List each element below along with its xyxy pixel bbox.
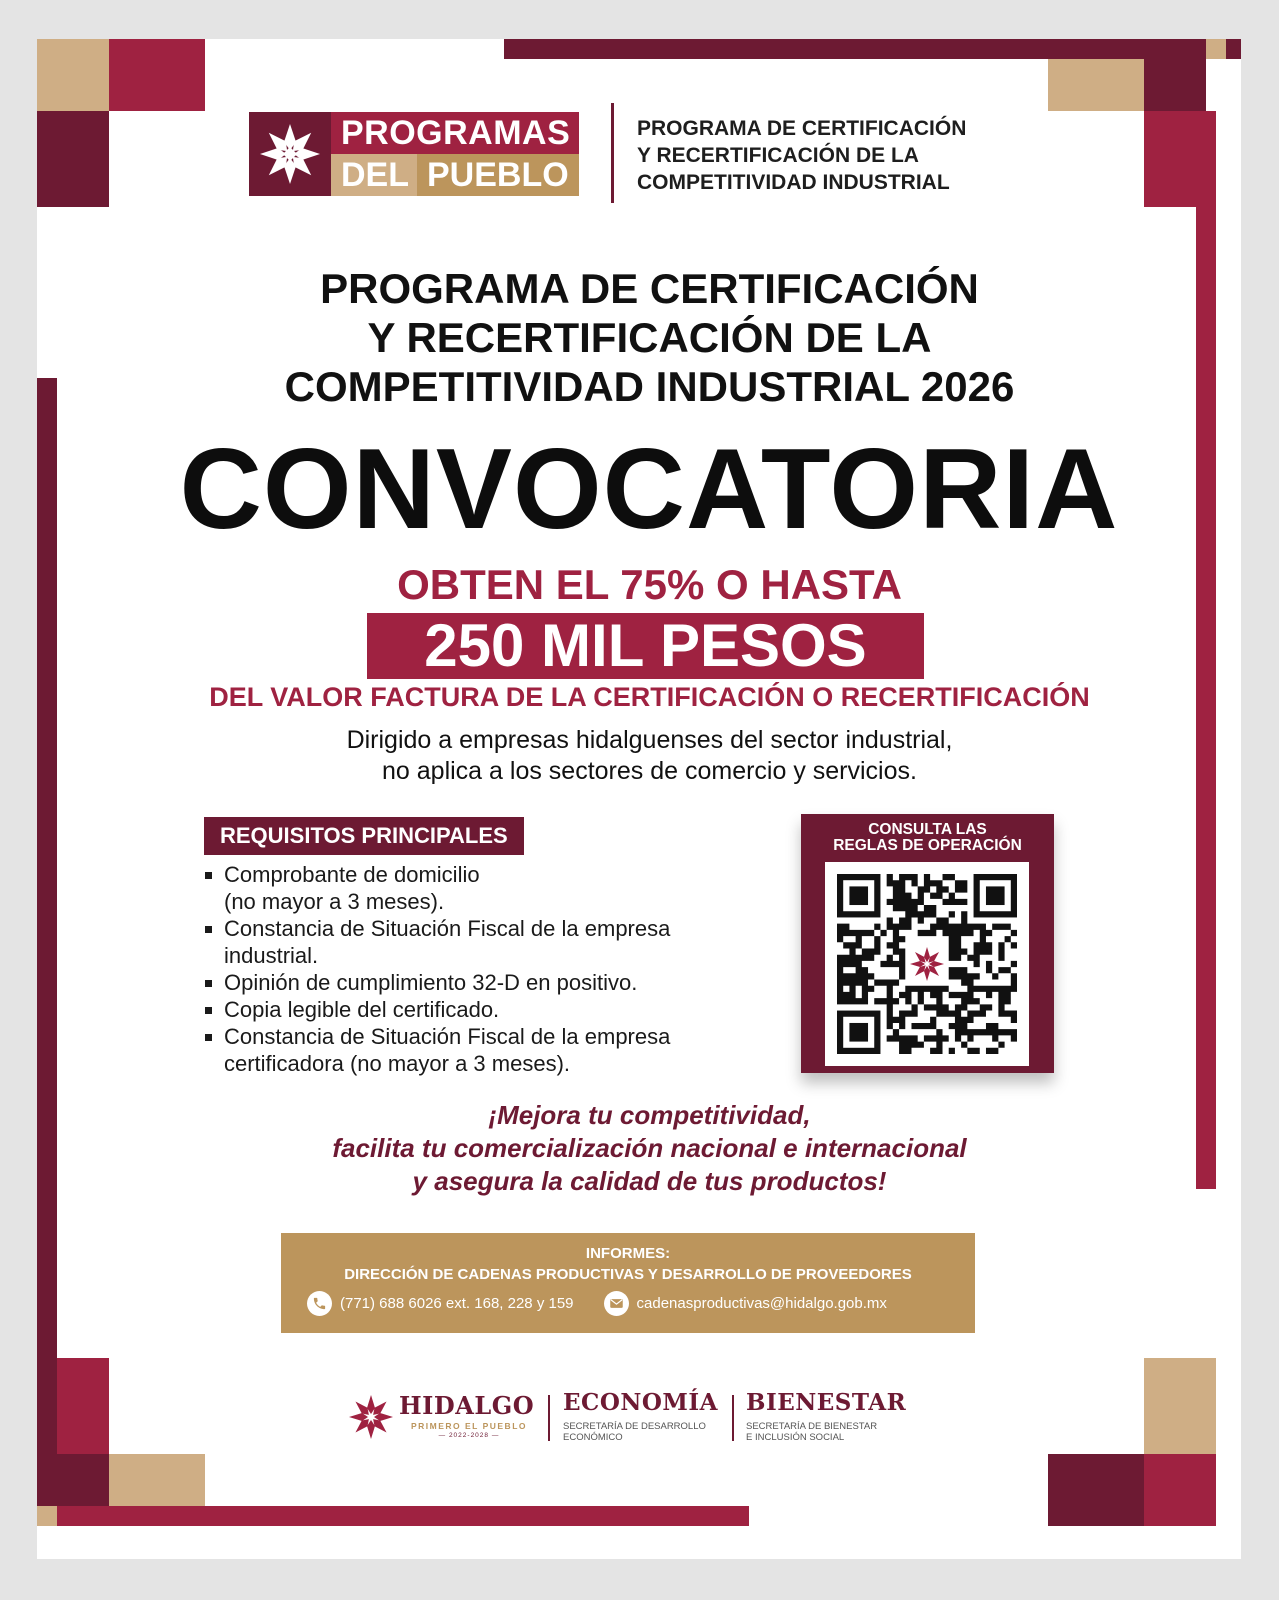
frame-bar — [57, 1506, 749, 1526]
frame-bar — [504, 39, 1241, 59]
bienestar-subtitle: SECRETARÍA DE BIENESTAR E INCLUSIÓN SOCIAL — [746, 1421, 878, 1443]
list-item: Opinión de cumplimiento 32-D en positivo. — [205, 969, 765, 996]
frame-block — [1048, 59, 1144, 111]
frame-block — [1048, 1454, 1144, 1526]
audience-text: Dirigido a empresas hidalguenses del sector industrial, no aplica a los sectores de comercio y servicios. — [346, 726, 953, 785]
frame-block — [109, 1454, 205, 1506]
convocatoria-heading: CONVOCATORIA — [179, 426, 1119, 553]
hidalgo-logo-text: HIDALGO — [399, 1391, 535, 1420]
frame-block — [1144, 111, 1216, 207]
info-department: DIRECCIÓN DE CADENAS PRODUCTIVAS Y DESARROLLO DE PROVEEDORES — [344, 1266, 912, 1283]
qr-label: CONSULTA LAS REGLAS DE OPERACIÓN — [833, 821, 1022, 854]
list-item: Constancia de Situación Fiscal de la empresa certificadora (no mayor a 3 meses). — [205, 1023, 765, 1077]
economia-subtitle: SECRETARÍA DE DESARROLLO ECONÓMICO — [563, 1421, 706, 1443]
mail-icon — [604, 1291, 629, 1316]
list-item: Copia legible del certificado. — [205, 996, 765, 1023]
hidalgo-subtitle: PRIMERO EL PUEBLO — [410, 1421, 528, 1431]
economia-logo-text: ECONOMÍA — [563, 1389, 718, 1416]
hidalgo-emblem-icon — [347, 1393, 395, 1441]
logo-line-2b: PUEBLO — [417, 154, 579, 196]
info-box — [281, 1233, 975, 1333]
qr-code-icon[interactable] — [825, 862, 1029, 1066]
frame-block — [37, 39, 109, 111]
requirements-list — [205, 861, 765, 1077]
frame-block — [37, 111, 109, 207]
star-emblem-icon — [249, 112, 331, 196]
frame-bar — [37, 378, 57, 1458]
frame-block — [109, 39, 205, 111]
info-email[interactable]: cadenasproductivas@hidalgo.gob.mx — [636, 1295, 887, 1312]
requirements-heading: REQUISITOS PRINCIPALES — [204, 817, 524, 855]
frame-bar — [1196, 207, 1216, 1189]
info-phone[interactable]: (771) 688 6026 ext. 168, 228 y 159 — [340, 1295, 574, 1312]
footer-divider — [732, 1395, 734, 1441]
header-divider — [611, 103, 614, 203]
bienestar-logo-text: BIENESTAR — [746, 1389, 907, 1416]
logo-line-1: PROGRAMAS — [331, 112, 579, 154]
list-item: Comprobante de domicilio (no mayor a 3 meses). — [205, 861, 765, 915]
frame-block — [1144, 1358, 1216, 1454]
offer-line-1: OBTEN EL 75% O HASTA — [397, 561, 902, 608]
frame-block — [37, 1506, 57, 1526]
page-title: PROGRAMA DE CERTIFICACIÓN Y RECERTIFICACIÓN DE LA COMPETITIVIDAD INDUSTRIAL 2026 — [284, 265, 1015, 410]
poster — [37, 39, 1241, 1559]
list-item: Constancia de Situación Fiscal de la empresa industrial. — [205, 915, 765, 969]
info-label: INFORMES: — [585, 1245, 671, 1262]
slogan: ¡Mejora tu competitividad, facilita tu comercialización nacional e internacional y asegura la calidad de tus productos! — [332, 1100, 967, 1196]
frame-block — [1206, 39, 1226, 59]
frame-block — [1144, 39, 1206, 111]
offer-line-2: DEL VALOR FACTURA DE LA CERTIFICACIÓN O RECERTIFICACIÓN — [209, 682, 1090, 712]
hidalgo-years: — 2022-2028 — — [438, 1432, 500, 1439]
logo-line-2a: DEL — [331, 154, 417, 196]
phone-icon — [307, 1291, 332, 1316]
footer-divider — [548, 1395, 550, 1441]
header-program-name: PROGRAMA DE CERTIFICACIÓN Y RECERTIFICACIÓN DE LA COMPETITIVIDAD INDUSTRIAL — [637, 117, 967, 194]
programas-del-pueblo-logo — [249, 112, 579, 196]
qr-panel[interactable] — [801, 814, 1054, 1073]
frame-block — [37, 1454, 109, 1506]
offer-amount: 250 MIL PESOS — [367, 613, 924, 679]
frame-block — [57, 1358, 109, 1454]
footer-logos — [337, 1379, 937, 1449]
frame-block — [1144, 1454, 1216, 1526]
